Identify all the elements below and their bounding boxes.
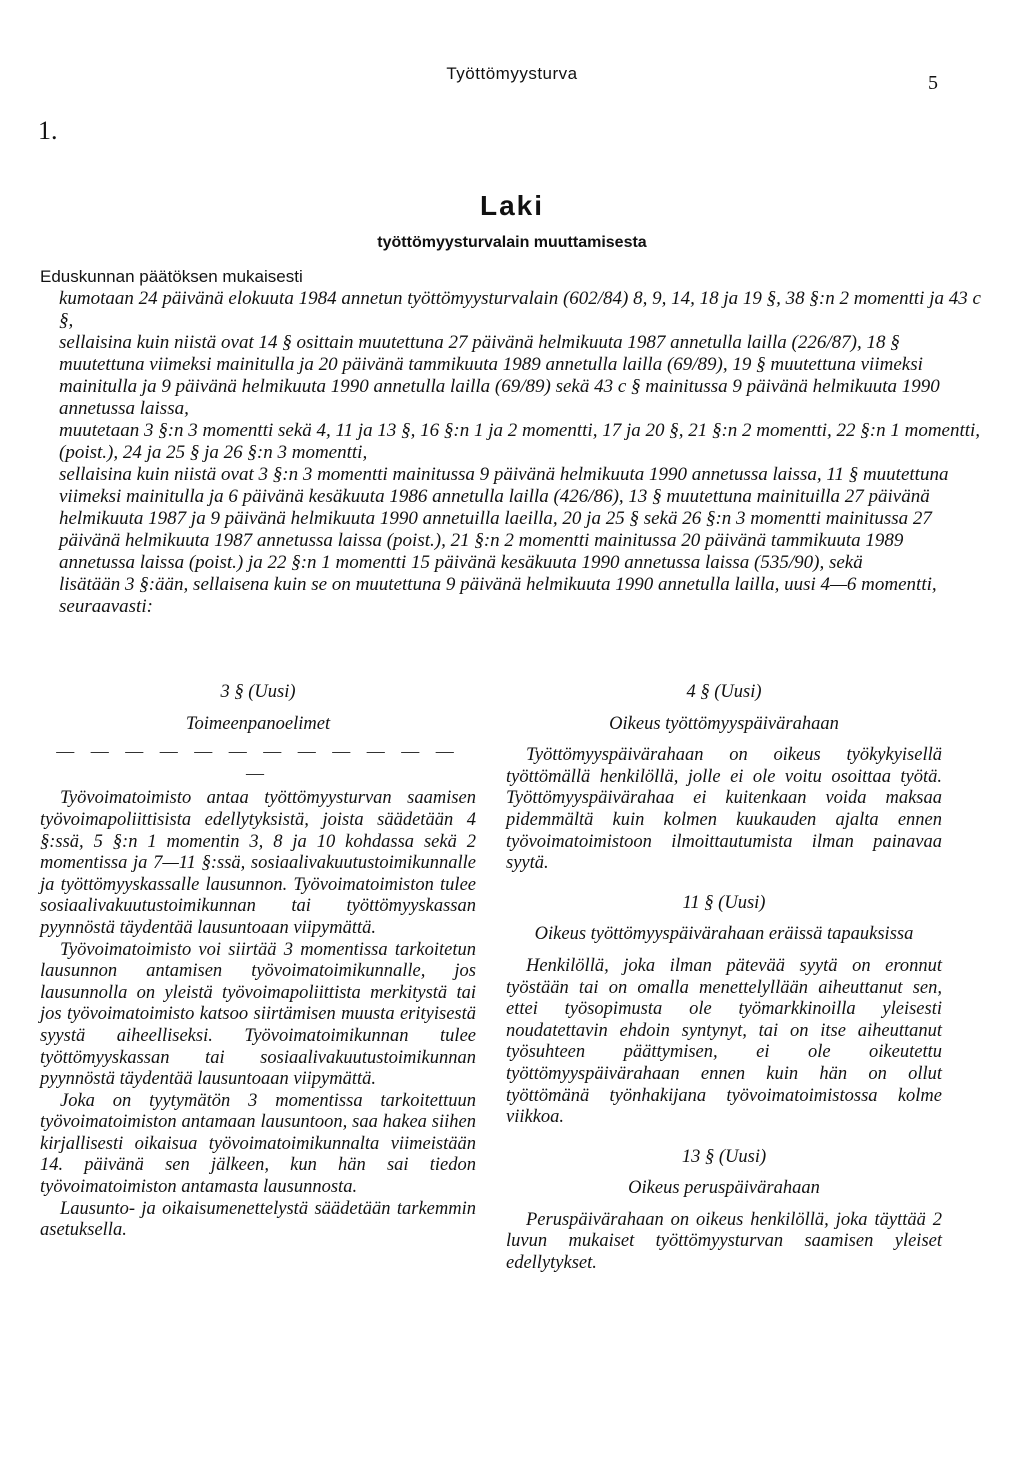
- preamble-amend-clause: muutetaan 3 §:n 3 momentti sekä 4, 11 ja 13 §, 16 §:n 1 ja 2 momentti, 17 ja 20 §, 21 §:n 2 momentti, 22 §:n 1 momentti, (poist.), 24 ja 25 § ja 26 §:n 3 momentti,: [59, 420, 981, 463]
- preamble-repeal-detail: sellaisina kuin niistä ovat 14 § osittain muutettuna 27 päivänä helmikuuta 1987 annetulla lailla (226/87), 18 § muutettuna viimeksi mainitulla ja 20 päivänä tammikuuta 1989 annetulla lailla (69/89), 19 § muutettuna viimeksi mainitulla ja 9 päivänä helmikuuta 1990 annetulla lailla (69/89) sekä 43 c § mainitussa 9 päivänä helmikuuta 1990 annetussa laissa,: [59, 332, 940, 419]
- page-number: 5: [928, 72, 938, 94]
- law-title: Laki: [479, 190, 545, 221]
- omission-marks: — — — — — — — — — — — — —: [56, 741, 460, 783]
- running-title: Työttömyysturva: [446, 64, 578, 83]
- section-paragraph: Peruspäivärahaan on oikeus henkilöllä, joka täyttää 2 luvun mukaiset työttömyysturvan saamisen yleiset edellytykset.: [506, 1209, 942, 1274]
- section-heading: 4 § (Uusi): [686, 682, 762, 702]
- section-heading: 11 § (Uusi): [682, 892, 766, 913]
- section-title: Oikeus työttömyyspäivärahaan: [609, 713, 839, 734]
- section-paragraph: Lausunto- ja oikaisumenettelystä säädetään tarkemmin asetuksella.: [40, 1198, 476, 1241]
- left-column: [40, 682, 476, 1242]
- section-title: Oikeus peruspäivärahaan: [628, 1178, 820, 1199]
- section-title: Oikeus työttömyyspäivärahaan eräissä tapauksissa: [534, 924, 914, 945]
- section-paragraph: Joka on tyytymätön 3 momentissa tarkoitettuun työvoimatoimiston antamaan lausuntoon, saa hakea siihen kirjallisesti oikaisua työvoimatoimikunnalta viimeistään 14. päivänä sen jälkeen, kun hän sai tiedon työvoimatoimiston antamasta lausunnosta.: [40, 1090, 476, 1198]
- section-paragraph: Työvoimatoimisto antaa työttömyysturvan saamisen työvoimapoliittisista edellytyksistä, joista säädetään 4 §:ssä, 5 §:n 1 momentin 3, 8 ja 10 kohdassa sekä 2 momentissa ja 7—11 §:ssä, sosiaalivakuutustoimikunnalle ja työttömyyskassalle lausunnon. Työvoimatoimiston tulee sosiaalivakuutustoimikunnan tai työttömyyskassan pyynnöstä täydentää lausuntoaan viipymättä.: [40, 788, 476, 938]
- preamble-add-clause: lisätään 3 §:ään, sellaisena kuin se on muutettuna 9 päivänä helmikuuta 1990 annetulla lailla, uusi 4—6 momentti, seuraavasti:: [59, 574, 937, 617]
- section-heading: 3 § (Uusi): [220, 682, 296, 702]
- section-heading: 13 § (Uusi): [681, 1146, 767, 1167]
- preamble-amend-detail: sellaisina kuin niistä ovat 3 §:n 3 momentti mainitussa 9 päivänä helmikuuta 1990 annetussa laissa, 11 § muutettuna viimeksi mainitulla ja 6 päivänä kesäkuuta 1986 annetulla lailla (426/86), 13 § muutettuna mainituilla 27 päivänä helmikuuta 1987 ja 9 päivänä helmikuuta 1990 annetuilla laeilla, 20 ja 25 § sekä 26 §:n 3 momentti mainitussa 27 päivänä helmikuuta 1987 annetussa laissa (poist.), 21 §:n 2 momentti mainitussa 20 päivänä tammikuuta 1989 annetussa laissa (poist.) ja 22 §:n 1 momentti 15 päivänä kesäkuuta 1990 annetussa laissa (535/90), sekä: [59, 464, 949, 573]
- right-column: [506, 682, 942, 1275]
- preamble-repeal-clause: kumotaan 24 päivänä elokuuta 1984 annetun työttömyysturvalain (602/84) 8, 9, 14, 18 ja 19 §, 38 §:n 2 momentti ja 43 c §,: [59, 288, 981, 331]
- preamble-intro: Eduskunnan päätöksen mukaisesti: [40, 267, 303, 286]
- section-title: Toimeenpanoelimet: [185, 713, 331, 734]
- preamble: [40, 266, 984, 618]
- law-subtitle: työttömyysturvalain muuttamisesta: [377, 234, 647, 251]
- section-paragraph: Työttömyyspäivärahaan on oikeus työkykyisellä työttömällä henkilöllä, jolle ei ole voitu osoittaa työtä. Työttömyyspäivärahaa ei kuitenkaan voida maksaa pidemmältä kuin kolmen kuukauden ajalta ennen työvoimatoimistoon ilmoittautumista ilman painavaa syytä.: [506, 745, 942, 874]
- section-paragraph: Henkilöllä, joka ilman pätevää syytä on eronnut työstään tai on omalla menettelyllään aiheuttanut sen, ettei työsopimusta ole työmarkkinoilla yleisesti noudatettavin ehdoin syntynyt, tai on itse aiheuttanut työsuhteen päättymisen, ei ole oikeutettu työttömyyspäivärahaan ennen kuin hän on ollut työttömänä työnhakijana työvoimatoimistossa kolme viikkoa.: [506, 955, 942, 1128]
- item-number: 1.: [38, 116, 58, 145]
- section-paragraph: Työvoimatoimisto voi siirtää 3 momentissa tarkoitetun lausunnon antamisen työvoimatoimikunnalle, jos lausunnolla on yleistä työvoimapoliittista merkitystä tai jos työvoimatoimisto katsoo siirtämisen muusta erityisestä syystä aiheelliseksi. Työvoimatoimikunnan tulee työttömyyskassan tai sosiaalivakuutustoimikunnan pyynnöstä täydentää lausuntoaan viipymättä.: [40, 939, 476, 1090]
